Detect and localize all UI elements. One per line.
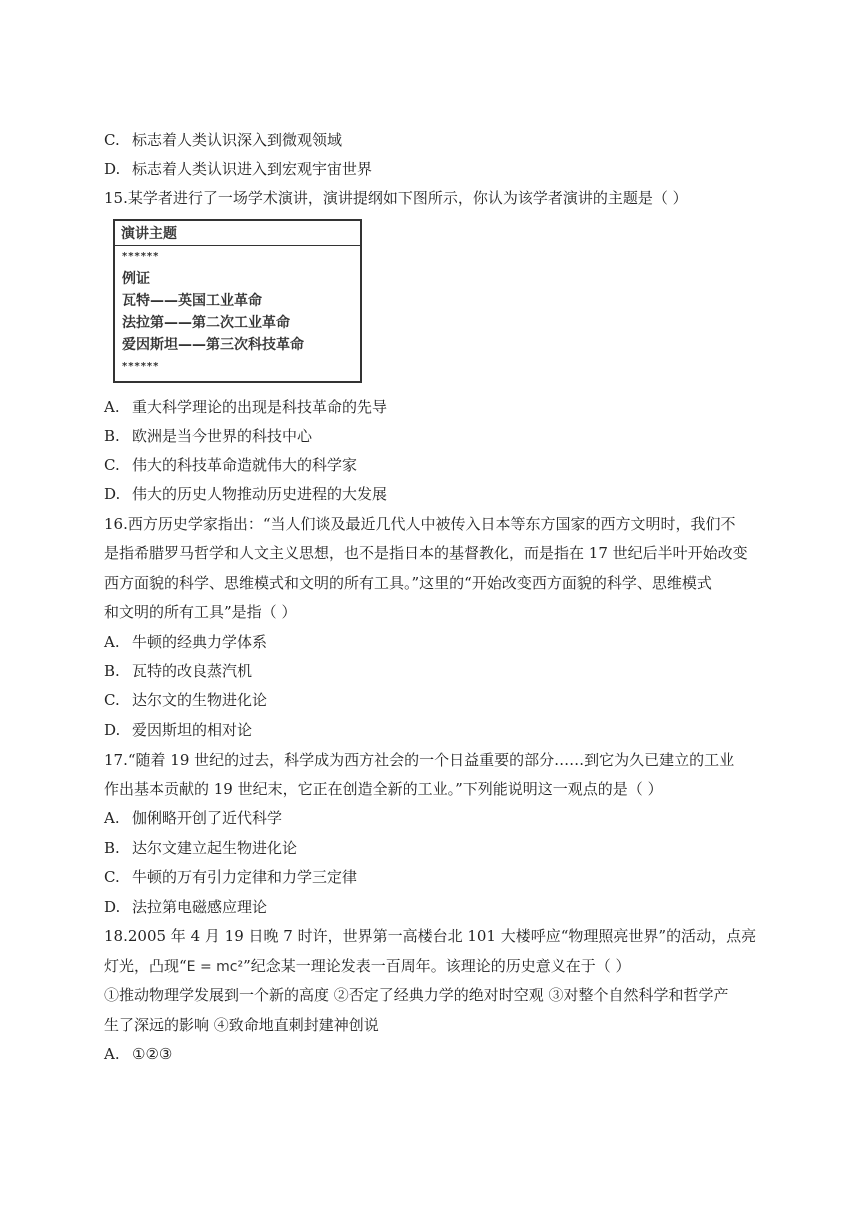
option-text: 标志着人类认识深入到微观领域 xyxy=(132,131,343,149)
option-label: D. xyxy=(104,721,121,739)
option-text: 达尔文建立起生物进化论 xyxy=(132,839,298,857)
outline-title: 演讲主题 xyxy=(115,221,360,246)
q17-stem-line: 17.“随着 19 世纪的过去，科学成为西方社会的一个日益重要的部分……到它为久已建立的工业 xyxy=(104,751,735,769)
q16-stem-line: 16.西方历史学家指出：“当人们谈及最近几代人中被传入日本等东方国家的西方文明时，我们不 xyxy=(104,515,736,533)
q15-option-b xyxy=(104,426,312,446)
option-label: A. xyxy=(104,633,120,651)
option-label: D. xyxy=(104,485,121,503)
formula-image: E = mc² xyxy=(186,959,244,975)
option-label: A. xyxy=(104,809,120,827)
option-label: D. xyxy=(104,160,121,178)
speech-outline-box xyxy=(113,219,362,383)
stem-text: ”纪念某一理论发表一百周年。该理论的历史意义在于（ ） xyxy=(243,957,631,975)
option-text: 欧洲是当今世界的科技中心 xyxy=(132,427,313,445)
outline-row: 爱因斯坦——第三次科技革命 xyxy=(122,337,304,353)
option-text: 达尔文的生物进化论 xyxy=(132,691,268,709)
q16-option-a xyxy=(104,632,267,652)
q16-stem-line: 是指希腊罗马哲学和人文主义思想，也不是指日本的基督教化，而是指在 17 世纪后半叶开始改变 xyxy=(104,544,748,562)
option-text: 瓦特的改良蒸汽机 xyxy=(132,662,253,680)
option-text: 标志着人类认识进入到宏观宇宙世界 xyxy=(132,160,373,178)
option-text: 法拉第电磁感应理论 xyxy=(132,898,268,916)
outline-dots-top: ****** xyxy=(122,251,160,262)
q15-stem: 15.某学者进行了一场学术演讲，演讲提纲如下图所示，你认为该学者演讲的主题是（ ） xyxy=(104,189,688,207)
option-label: C. xyxy=(104,691,120,709)
stem-text: 灯光，凸现“ xyxy=(104,957,187,975)
outline-row: 瓦特——英国工业革命 xyxy=(122,293,262,309)
option-text: 伟大的科技革命造就伟大的科学家 xyxy=(132,456,358,474)
option-label: B. xyxy=(104,839,120,857)
q17-option-b xyxy=(104,838,297,858)
q18-stem-line: 生了深远的影响 ④致命地直刺封建神创说 xyxy=(104,1016,379,1034)
q16-option-d xyxy=(104,720,252,740)
q17-stem-line: 作出基本贡献的 19 世纪末，它正在创造全新的工业。”下列能说明这一观点的是（ ） xyxy=(104,780,663,798)
option-label: A. xyxy=(104,398,120,416)
outline-row: 法拉第——第二次工业革命 xyxy=(122,315,290,331)
option-text: 牛顿的经典力学体系 xyxy=(132,633,268,651)
q16-stem-line: 西方面貌的科学、思维模式和文明的所有工具。”这里的“开始改变西方面貌的科学、思维模式 xyxy=(104,574,712,592)
q16-option-c xyxy=(104,690,267,710)
q18-stem-line: ①推动物理学发展到一个新的高度 ②否定了经典力学的绝对时空观 ③对整个自然科学和哲学产 xyxy=(104,986,729,1004)
q18-stem-line: 18.2005 年 4 月 19 日晚 7 时许，世界第一高楼台北 101 大楼呼应“物理照亮世界”的活动，点亮 xyxy=(104,927,757,945)
option-text: 伽俐略开创了近代科学 xyxy=(132,809,283,827)
option-label: B. xyxy=(104,427,120,445)
q15-option-d xyxy=(104,484,387,504)
option-label: D. xyxy=(104,898,121,916)
q17-option-a xyxy=(104,808,282,828)
option-text: 牛顿的万有引力定律和力学三定律 xyxy=(132,868,358,886)
option-text: 重大科学理论的出现是科技革命的先导 xyxy=(132,398,388,416)
q14-option-c xyxy=(104,130,342,150)
q14-option-d xyxy=(104,159,372,179)
option-text: ①②③ xyxy=(132,1045,173,1063)
q17-option-c xyxy=(104,867,357,887)
option-label: C. xyxy=(104,131,120,149)
q17-option-d xyxy=(104,897,267,917)
q15-option-c xyxy=(104,455,357,475)
option-label: C. xyxy=(104,456,120,474)
outline-row: 例证 xyxy=(122,271,150,287)
option-text: 伟大的历史人物推动历史进程的大发展 xyxy=(132,485,388,503)
outline-dots-bottom: ****** xyxy=(122,361,160,372)
option-label: B. xyxy=(104,662,120,680)
option-label: C. xyxy=(104,868,120,886)
q16-stem-line: 和文明的所有工具”是指（ ） xyxy=(104,603,297,621)
option-label: A. xyxy=(104,1045,120,1063)
option-text: 爱因斯坦的相对论 xyxy=(132,721,253,739)
q18-stem-line xyxy=(104,956,631,977)
q18-option-a xyxy=(104,1044,172,1064)
q16-option-b xyxy=(104,661,252,681)
q15-option-a xyxy=(104,397,387,417)
